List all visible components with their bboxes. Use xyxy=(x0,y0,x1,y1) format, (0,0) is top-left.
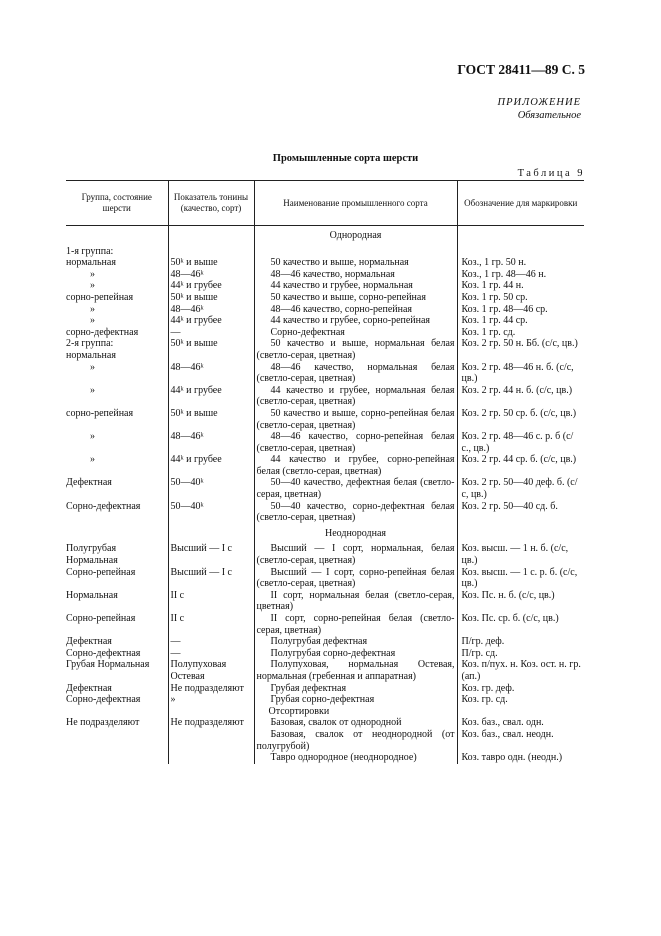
fineness-cell: Высший — I с xyxy=(168,543,254,566)
marking-cell: П/гр. деф. xyxy=(457,636,584,648)
table-row xyxy=(66,292,584,304)
group-cell: сорно-репейная xyxy=(66,291,134,303)
group-cell: Сорно-дефектная xyxy=(66,694,141,706)
grade-name-cell: 50 качество и выше, нормальная белая (светло-серая, цветная) xyxy=(254,338,457,361)
table-row xyxy=(66,729,584,752)
group-cell: Не подразделяют xyxy=(66,717,140,729)
marking-cell: Коз. 2 гр. 50—40 деф. б. (с/с, цв.) xyxy=(457,477,584,500)
grade-name-cell: II сорт, нормальная белая (светло-серая, цветная) xyxy=(254,590,457,613)
group-cell: » xyxy=(90,280,95,292)
column-header-group: Группа, состояние шерсти xyxy=(66,181,168,226)
table-row xyxy=(66,269,584,281)
fineness-cell: 50—40ᵏ xyxy=(168,477,254,500)
marking-cell: Коз. высш. — 1 н. б. (с/с, цв.) xyxy=(457,543,584,566)
marking-cell: Коз., 1 гр. 50 н. xyxy=(457,257,584,269)
fineness-cell: 50—40ᵏ xyxy=(168,501,254,524)
column-header-name: Наименование промышленного сорта xyxy=(254,181,457,226)
table-label: Таблица 9 xyxy=(517,168,585,179)
fineness-cell xyxy=(168,752,254,764)
fineness-cell: 44ᵏ и грубее xyxy=(168,385,254,408)
table-title: Промышленные сорта шерсти xyxy=(272,153,419,164)
group-cell: Грубая Нормальная xyxy=(66,659,150,671)
table-row xyxy=(66,567,584,590)
marking-cell: Коз. тавро одн. (неодн.) xyxy=(457,752,584,764)
grade-name-cell: Тавро однородное (неоднородное) xyxy=(254,752,457,764)
marking-cell: Коз. гр. деф. xyxy=(457,683,584,695)
grade-name-cell: Высший — I сорт, сорно-репейная белая (светло-серая, цветная) xyxy=(254,567,457,590)
marking-cell xyxy=(457,246,584,258)
grade-name-cell: 44 качество и грубее, сорно-репейная белая (светло-серая, цветная) xyxy=(254,454,457,477)
group-cell: Сорно-репейная xyxy=(66,566,136,578)
group-cell: Дефектная xyxy=(66,682,112,694)
group-cell: » xyxy=(90,268,95,280)
marking-cell: П/гр. сд. xyxy=(457,648,584,660)
table-row xyxy=(66,590,584,613)
grade-name-cell: Грубая сорно-дефектная xyxy=(254,694,457,706)
grade-name-cell: Базовая, свалок от неоднородной (от полугрубой) xyxy=(254,729,457,752)
marking-cell: Коз. гр. сд. xyxy=(457,694,584,706)
fineness-cell: 48—46ᵏ xyxy=(168,304,254,316)
wool-grades-table xyxy=(66,180,584,764)
group-cell: 2-я группа: нормальная xyxy=(66,338,116,361)
grade-name-cell: Полупуховая, нормальная Остевая, нормальная (гребенная и аппаратная) xyxy=(254,659,457,682)
grade-name-cell: Полугрубая дефектная xyxy=(254,636,457,648)
fineness-cell: II с xyxy=(168,613,254,636)
fineness-cell: — xyxy=(168,648,254,660)
grade-name-cell: Базовая, свалок от однородной xyxy=(254,717,457,729)
marking-cell: Коз. 1 гр. 44 ср. xyxy=(457,315,584,327)
marking-cell: Коз. 1 гр. сд. xyxy=(457,327,584,339)
grade-name-cell: 48—46 качество, нормальная xyxy=(254,269,457,281)
group-cell: сорно-репейная xyxy=(66,407,134,419)
fineness-cell: Не подразделяют xyxy=(168,683,254,695)
group-cell: Нормальная xyxy=(66,589,118,601)
group-cell: Сорно-дефектная xyxy=(66,500,141,512)
fineness-cell: Высший — I с xyxy=(168,567,254,590)
table-row xyxy=(66,315,584,327)
group-cell xyxy=(66,706,168,718)
table-row xyxy=(66,257,584,269)
fineness-cell: 50ᵏ и выше xyxy=(168,292,254,304)
table-row xyxy=(66,280,584,292)
table-row xyxy=(66,431,584,454)
empty-cell xyxy=(457,524,584,544)
appendix-block xyxy=(498,96,582,122)
fineness-cell xyxy=(168,729,254,752)
empty-cell xyxy=(168,226,254,246)
group-cell: Сорно-репейная xyxy=(66,613,136,624)
group-cell: » xyxy=(90,384,95,396)
empty-cell xyxy=(457,226,584,246)
section-row xyxy=(66,226,584,246)
group-cell: 1-я группа: xyxy=(66,245,114,257)
table-row xyxy=(66,543,584,566)
table-row xyxy=(66,659,584,682)
grade-name-cell: Грубая дефектная xyxy=(254,683,457,695)
table-row xyxy=(66,613,584,636)
section-title: Однородная xyxy=(254,226,457,246)
grade-name-cell: Высший — I сорт, нормальная, белая (светло-серая, цветная) xyxy=(254,543,457,566)
group-cell: » xyxy=(90,454,95,466)
empty-cell xyxy=(66,524,168,544)
table-row xyxy=(66,454,584,477)
marking-cell: Коз. Пс. н. б. (с/с, цв.) xyxy=(457,590,584,613)
page-header: ГОСТ 28411—89 С. 5 xyxy=(457,62,585,77)
group-cell: Дефектная xyxy=(66,477,112,489)
fineness-cell: 50ᵏ и выше xyxy=(168,408,254,431)
fineness-cell: Полупуховая Остевая xyxy=(168,659,254,682)
fineness-cell: » xyxy=(168,694,254,706)
marking-cell: Коз., 1 гр. 48—46 н. xyxy=(457,269,584,281)
grade-name-cell xyxy=(254,246,457,258)
fineness-cell: 48—46ᵏ xyxy=(168,362,254,385)
marking-cell: Коз. 2 гр. 44 ср. б. (с/с, цв.) xyxy=(457,454,584,477)
fineness-cell: 44ᵏ и грубее xyxy=(168,454,254,477)
grade-name-cell: 44 качество и грубее, сорно-репейная xyxy=(254,315,457,327)
table-row xyxy=(66,477,584,500)
fineness-cell: Не подразделяют xyxy=(168,717,254,729)
table-row xyxy=(66,636,584,648)
table-header-row xyxy=(66,181,584,226)
marking-cell: Коз. высш. — 1 с. р. б. (с/с, цв.) xyxy=(457,567,584,590)
fineness-cell xyxy=(168,706,254,718)
section-row xyxy=(66,524,584,544)
marking-cell: Коз. баз., свал. неодн. xyxy=(457,729,584,752)
group-cell: нормальная xyxy=(66,257,116,269)
group-cell: Полугрубая Нормальная xyxy=(66,543,118,567)
column-header-fineness: Показатель тонины (качество, сорт) xyxy=(168,181,254,226)
fineness-cell: II с xyxy=(168,590,254,613)
appendix-subtitle: Обязательное xyxy=(517,110,581,121)
fineness-cell xyxy=(168,246,254,258)
table-row xyxy=(66,246,584,258)
table-row xyxy=(66,304,584,316)
table-row xyxy=(66,338,584,361)
group-cell: » xyxy=(90,315,95,327)
grade-name-cell: 50 качество и выше, нормальная xyxy=(254,257,457,269)
marking-cell: Коз. 2 гр. 50 ср. б. (с/с, цв.) xyxy=(457,408,584,431)
fineness-cell: 48—46ᵏ xyxy=(168,269,254,281)
table-row xyxy=(66,385,584,408)
group-cell: Дефектная xyxy=(66,636,112,648)
fineness-cell: 50ᵏ и выше xyxy=(168,257,254,269)
group-cell: сорно-дефектная xyxy=(66,326,139,338)
table-body xyxy=(66,226,584,764)
table-row xyxy=(66,501,584,524)
grade-name-cell: Сорно-дефектная xyxy=(254,327,457,339)
table-row xyxy=(66,694,584,706)
fineness-cell: 50ᵏ и выше xyxy=(168,338,254,361)
table-row xyxy=(66,327,584,339)
group-cell: » xyxy=(90,361,95,373)
group-cell xyxy=(66,752,168,764)
fineness-cell: 48—46ᵏ xyxy=(168,431,254,454)
grade-name-cell: 50 качество и выше, сорно-репейная xyxy=(254,292,457,304)
marking-cell: Коз. Пс. ср. б. (с/с, цв.) xyxy=(457,613,584,636)
marking-cell: Коз. 1 гр. 50 ср. xyxy=(457,292,584,304)
grade-name-cell: 44 качество и грубее, нормальная xyxy=(254,280,457,292)
grade-name-cell: Полугрубая сорно-дефектная xyxy=(254,648,457,660)
group-cell xyxy=(66,729,168,752)
marking-cell: Коз. 1 гр. 48—46 ср. xyxy=(457,304,584,316)
marking-cell: Коз. п/пух. н. Коз. ост. н. гр. (ап.) xyxy=(457,659,584,682)
table-row xyxy=(66,752,584,764)
empty-cell xyxy=(168,524,254,544)
grade-name-cell: 48—46 качество, сорно-репейная белая (светло-серая, цветная) xyxy=(254,431,457,454)
marking-cell: Коз. 2 гр. 48—46 с. р. б (с/с., цв.) xyxy=(457,431,584,454)
table-row xyxy=(66,648,584,660)
marking-cell: Коз. 2 гр. 50 н. Бб. (с/с, цв.) xyxy=(457,338,584,361)
marking-cell: Коз. 2 гр. 44 н. б. (с/с, цв.) xyxy=(457,385,584,408)
grade-name-cell: 50—40 качество, сорно-дефектная белая (светло-серая, цветная) xyxy=(254,501,457,524)
column-header-mark: Обозначение для маркировки xyxy=(457,181,584,226)
grade-name-cell: 48—46 качество, нормальная белая (светло-серая, цветная) xyxy=(254,362,457,385)
empty-cell xyxy=(66,226,168,246)
appendix-title: ПРИЛОЖЕНИЕ xyxy=(497,97,581,108)
group-cell: » xyxy=(90,431,95,443)
marking-cell: Коз. баз., свал. одн. xyxy=(457,717,584,729)
grade-name-cell: II сорт, сорно-репейная белая (светло-серая, цветная) xyxy=(254,613,457,636)
grade-name-cell: 44 качество и грубее, нормальная белая (светло-серая, цветная) xyxy=(254,385,457,408)
fineness-cell: — xyxy=(168,636,254,648)
grade-name-cell: Отсортировки xyxy=(254,706,457,718)
marking-cell: Коз. 2 гр. 50—40 сд. б. xyxy=(457,501,584,524)
grade-name-cell: 50 качество и выше, сорно-репейная белая (светло-серая, цветная) xyxy=(254,408,457,431)
grade-name-cell: 50—40 качество, дефектная белая (светло-серая, цветная) xyxy=(254,477,457,500)
table-row xyxy=(66,706,584,718)
fineness-cell: 44ᵏ и грубее xyxy=(168,280,254,292)
section-title: Неоднородная xyxy=(254,524,457,544)
table-row xyxy=(66,408,584,431)
group-cell: Сорно-дефектная xyxy=(66,647,141,659)
fineness-cell: 44ᵏ и грубее xyxy=(168,315,254,327)
fineness-cell: — xyxy=(168,327,254,339)
table-row xyxy=(66,362,584,385)
group-cell: » xyxy=(90,303,95,315)
grade-name-cell: 48—46 качество, сорно-репейная xyxy=(254,304,457,316)
marking-cell: Коз. 2 гр. 48—46 н. б. (с/с, цв.) xyxy=(457,362,584,385)
marking-cell xyxy=(457,706,584,718)
table-row xyxy=(66,683,584,695)
table-row xyxy=(66,717,584,729)
marking-cell: Коз. 1 гр. 44 н. xyxy=(457,280,584,292)
